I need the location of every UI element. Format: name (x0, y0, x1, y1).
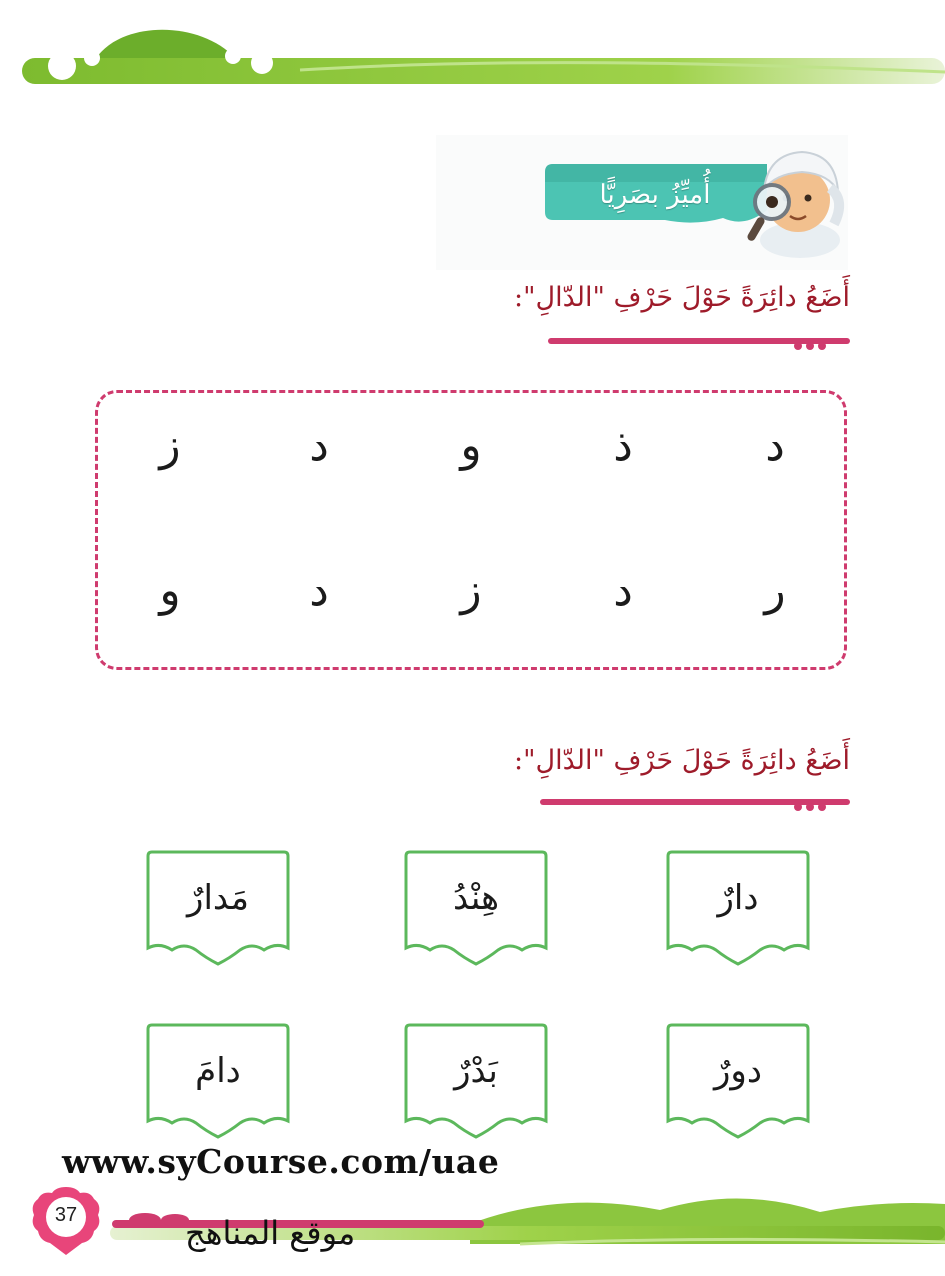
word-card[interactable] (666, 850, 810, 970)
top-decorative-band (0, 0, 945, 100)
bottom-decorative-band (0, 1180, 945, 1276)
word-text: دامَ (195, 1051, 241, 1091)
page-number: 37 (54, 1204, 78, 1226)
word-card[interactable] (666, 1023, 810, 1143)
exercise-2-underline (540, 797, 850, 811)
letter-item[interactable]: و (159, 565, 181, 616)
word-text: دورٌ (714, 1051, 762, 1091)
word-text: هِنْدُ (452, 878, 500, 918)
letter-item[interactable]: ر (764, 565, 786, 616)
word-card[interactable] (146, 1023, 290, 1143)
letter-item[interactable]: و (460, 420, 482, 471)
letter-item[interactable]: د (309, 565, 329, 616)
word-card[interactable] (404, 1023, 548, 1143)
badge-label: أُميِّزُ بصَرِيًّا (599, 180, 711, 210)
boy-magnifier-icon (738, 140, 850, 258)
exercise-2-instruction: أَضَعُ دائِرَةً حَوْلَ حَرْفِ "الدّالِ": (514, 745, 850, 776)
word-text: بَدْرٌ (454, 1051, 498, 1091)
letter-item[interactable]: د (765, 420, 785, 471)
letter-item[interactable]: د (309, 420, 329, 471)
arabic-site-name: موقع المناهج (185, 1214, 356, 1252)
exercise-1-instruction: أَضَعُ دائِرَةً حَوْلَ حَرْفِ "الدّالِ": (514, 282, 850, 313)
letter-item[interactable]: د (613, 565, 633, 616)
letter-item[interactable]: ز (460, 565, 482, 616)
word-card[interactable] (146, 850, 290, 970)
letter-item[interactable]: ذ (613, 420, 633, 471)
website-watermark: www.syCourse.com/uae (62, 1142, 500, 1181)
word-card[interactable] (404, 850, 548, 970)
word-text: دارٌ (717, 878, 759, 918)
letter-item[interactable]: ز (159, 420, 181, 471)
word-text: مَدارٌ (187, 878, 249, 918)
exercise-1-underline (548, 336, 850, 350)
